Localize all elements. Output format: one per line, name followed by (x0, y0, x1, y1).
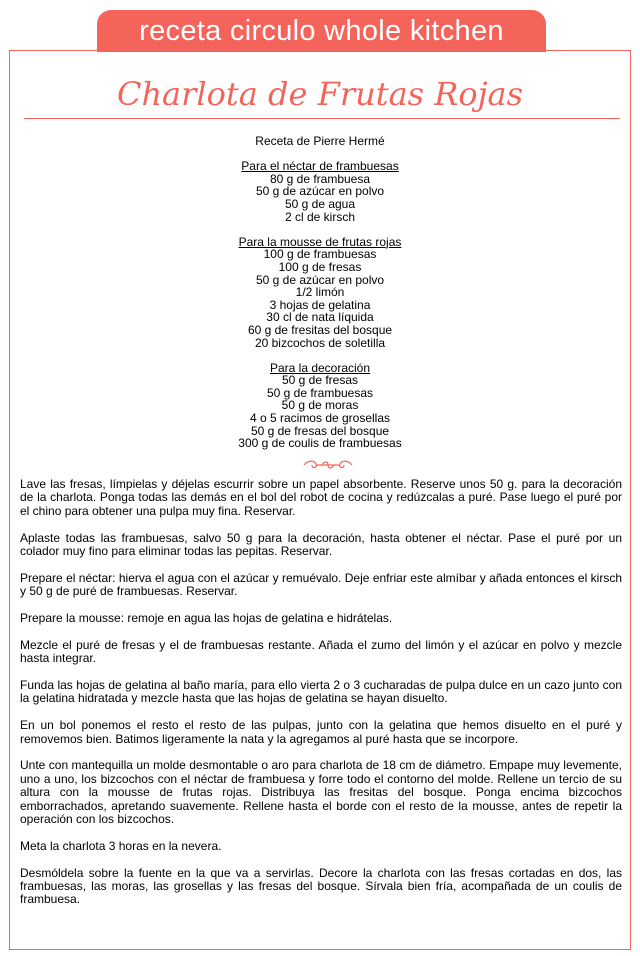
ingredient-item: 50 g de fresas (281, 373, 359, 388)
ingredient-section (0, 160, 640, 223)
ingredient-item: 300 g de coulis de frambuesas (238, 436, 402, 451)
ingredient-section-heading: Para la decoración (269, 360, 371, 375)
recipe-author: Receta de Pierre Hermé (255, 134, 385, 148)
ingredient-item: 60 g de fresitas del bosque (247, 322, 393, 337)
ingredient-item: 3 hojas de gelatina (269, 297, 371, 312)
flourish-ornament-icon (300, 458, 356, 472)
preparation-step: Aplaste todas las frambuesas, salvo 50 g para la decoración, hasta obtener el néctar. Pase el puré por un colador muy fino para eliminar todas las pepitas. Reservar. (20, 530, 622, 559)
title-divider (24, 118, 620, 119)
ingredient-item: 100 g de frambuesas (263, 247, 377, 262)
ingredient-item: 50 g de azúcar en polvo (255, 184, 385, 199)
ingredient-item: 50 g de fresas del bosque (250, 423, 390, 438)
ingredient-section-heading: Para el néctar de frambuesas (241, 159, 399, 174)
preparation-step: Funda las hojas de gelatina al baño maría, para ello vierta 2 o 3 cucharadas de pulpa dulce en un cazo junto con la gelatina hidratada y mezcle hasta que las hojas de gelatina se hayan disuelto. (20, 678, 622, 706)
ingredient-item: 20 bizcochos de soletilla (254, 335, 386, 350)
preparation-step: Meta la charlota 3 horas en la nevera. (20, 838, 222, 853)
preparation-step: Desmóldela sobre la fuente en la que va a servirlas. Decore la charlota con las fresas cortadas en dos, las frambuesas, las moras, las grosellas y las fresas del bosque. Sírvala bien fría, acompañada de un coulis de frambuesa. (20, 865, 622, 907)
preparation-step: En un bol ponemos el resto el resto de las pulpas, junto con la gelatina que hemos disuelto en el puré y removemos bien. Batimos ligeramente la nata y la agregamos al puré hasta que se incorpore. (20, 718, 622, 746)
ingredient-item: 50 g de agua (284, 196, 356, 211)
recipe-title: Charlota de Frutas Rojas (116, 75, 524, 113)
ingredient-item: 50 g de frambuesas (266, 385, 374, 400)
site-tab-header: receta circulo whole kitchen (97, 10, 546, 52)
preparation-step: Unte con mantequilla un molde desmontable o aro para charlota de 18 cm de diámetro. Empape muy levemente, uno a uno, los bizcochos con el néctar de frambuesa y forre todo el contorno del molde. Rellene un tercio de su altura con la mousse de frutas rojas. Distribuya las fresitas del bosque. Ponga encima bizcochos emborrachados, apretando suavemente. Rellene hasta el borde con el resto de la mousse, antes de repetir la operación con los bizcochos. (20, 758, 622, 827)
preparation-steps (20, 478, 622, 920)
ingredient-item: 30 cl de nata líquida (266, 310, 374, 325)
ingredient-section-heading: Para la mousse de frutas rojas (238, 234, 402, 249)
ingredient-section (0, 236, 640, 349)
preparation-step: Lave las fresas, límpielas y déjelas escurrir sobre un papel absorbente. Reserve unos 50 g. para la decoración de la charlota. Ponga todas las demás en el bol del robot de cocina y redúzcalas a puré. Pase luego el puré por el chino para obtener una pulpa muy fina. Reservar. (20, 477, 622, 518)
preparation-step: Mezcle el puré de fresas y el de frambuesas restante. Añada el zumo del limón y el azúcar en polvo y mezcle hasta integrar. (20, 637, 622, 666)
ingredient-item: 100 g de fresas (278, 259, 362, 274)
ingredients-block (0, 135, 640, 450)
ingredient-item: 4 o 5 racimos de grosellas (249, 411, 391, 426)
preparation-step: Prepare el néctar: hierva el agua con el azúcar y remuévalo. Deje enfriar este almíbar y añada entonces el kirsch y 50 g de puré de frambuesas. Reservar. (20, 570, 622, 599)
ingredient-item: 50 g de azúcar en polvo (255, 272, 385, 287)
ingredient-item: 1/2 limón (295, 285, 345, 300)
preparation-step: Prepare la mousse: remoje en agua las hojas de gelatina e hidrátelas. (20, 611, 393, 626)
ingredient-item: 80 g de frambuesa (269, 171, 371, 186)
ingredient-section (0, 362, 640, 450)
ingredient-item: 50 g de moras (281, 398, 359, 413)
ingredient-item: 2 cl de kirsch (284, 209, 356, 224)
